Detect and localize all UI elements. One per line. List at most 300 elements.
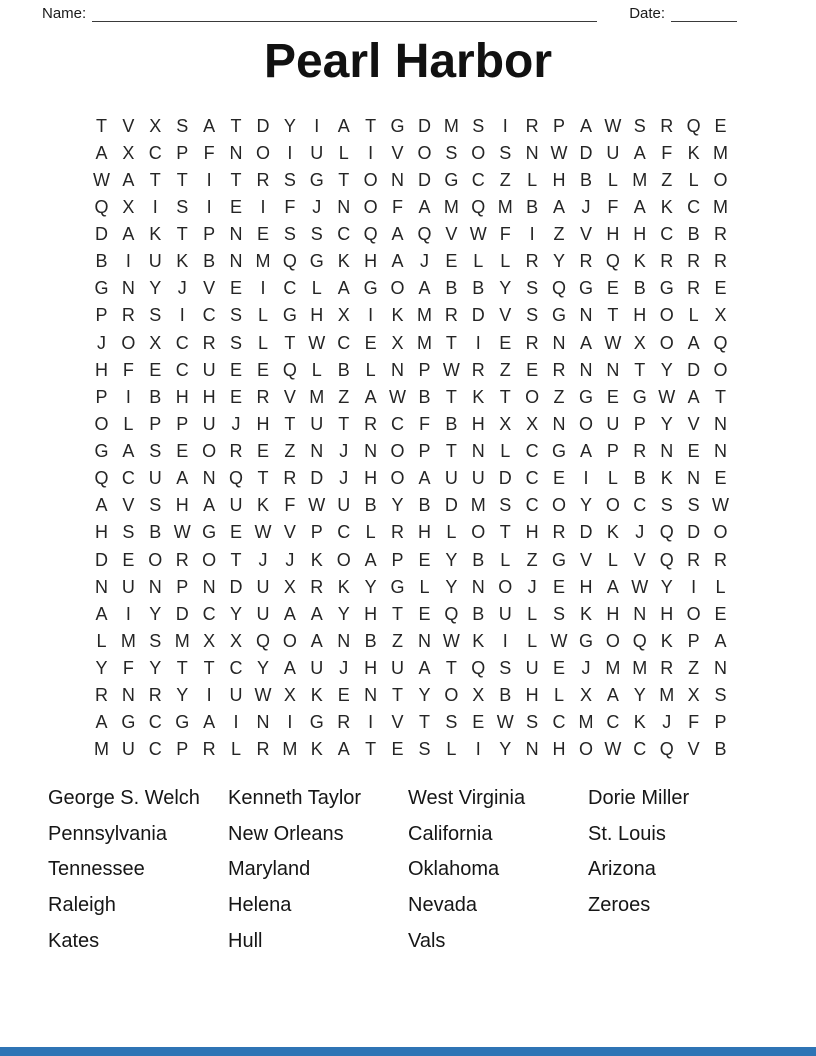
grid-letter-r5c1: D (94, 224, 108, 245)
grid-letter-r16c10: C (337, 522, 351, 543)
grid-letter-r14c24: E (714, 468, 727, 489)
grid-letter-r10c7: E (256, 359, 269, 380)
grid-letter-r22c10: E (337, 685, 350, 706)
grid-letter-r20c24: A (714, 630, 727, 651)
grid-letter-r18c12: G (390, 576, 405, 597)
grid-letter-r20c12: Z (392, 630, 404, 651)
word-item: St. Louis (588, 822, 666, 845)
grid-letter-r11c7: R (256, 386, 270, 407)
word-item: George S. Welch (48, 787, 200, 809)
grid-letter-r6c22: R (660, 251, 674, 272)
grid-letter-r16c4: W (173, 522, 191, 543)
grid-letter-r7c23: R (687, 278, 701, 299)
grid-letter-r5c24: R (714, 224, 728, 245)
grid-letter-r1c12: G (390, 115, 405, 136)
grid-letter-r14c6: Q (229, 468, 244, 489)
grid-letter-r7c19: G (578, 278, 593, 299)
grid-letter-r5c11: Q (363, 224, 378, 245)
grid-letter-r16c12: R (391, 522, 405, 543)
grid-letter-r12c1: O (94, 413, 109, 434)
grid-letter-r18c7: U (256, 576, 270, 597)
grid-letter-r6c18: Y (553, 251, 566, 272)
grid-letter-r12c5: U (202, 413, 216, 434)
grid-letter-r14c8: R (283, 468, 297, 489)
grid-letter-r24c2: U (121, 739, 135, 760)
grid-letter-r24c24: B (714, 739, 727, 760)
word-item: Oklahoma (408, 858, 500, 881)
grid-letter-r24c21: C (633, 739, 647, 760)
grid-letter-r8c13: M (416, 305, 432, 326)
grid-letter-r5c12: A (391, 224, 404, 245)
word-list (48, 781, 778, 959)
grid-letter-r9c2: O (121, 332, 136, 353)
grid-letter-r17c14: Y (445, 549, 458, 570)
grid-letter-r8c6: S (230, 305, 243, 326)
grid-letter-r1c21: S (633, 115, 646, 136)
grid-letter-r2c23: K (687, 142, 700, 163)
grid-letter-r7c7: I (260, 278, 266, 299)
grid-letter-r8c7: L (257, 305, 268, 326)
grid-letter-r23c22: J (662, 712, 672, 733)
grid-letter-r24c6: L (231, 739, 242, 760)
grid-letter-r22c15: X (472, 685, 485, 706)
grid-letter-r15c16: S (499, 495, 512, 516)
grid-letter-r7c20: E (606, 278, 619, 299)
grid-letter-r8c18: G (552, 305, 567, 326)
grid-letter-r5c16: F (499, 224, 511, 245)
grid-letter-r20c18: W (550, 630, 568, 651)
grid-letter-r16c23: D (687, 522, 701, 543)
grid-letter-r14c12: O (390, 468, 405, 489)
grid-letter-r9c7: L (257, 332, 268, 353)
grid-letter-r6c10: K (337, 251, 350, 272)
grid-letter-r7c4: J (177, 278, 187, 299)
grid-letter-r4c22: K (660, 196, 673, 217)
grid-letter-r19c17: L (527, 603, 538, 624)
grid-letter-r10c9: L (311, 359, 322, 380)
grid-letter-r1c3: X (149, 115, 162, 136)
grid-letter-r4c15: Q (471, 196, 486, 217)
grid-letter-r13c10: J (339, 441, 349, 462)
grid-letter-r13c2: A (122, 441, 135, 462)
grid-letter-r16c6: E (230, 522, 243, 543)
grid-letter-r8c21: H (633, 305, 647, 326)
grid-letter-r11c6: E (230, 386, 243, 407)
grid-letter-r17c15: B (472, 549, 485, 570)
grid-letter-r24c13: S (418, 739, 431, 760)
grid-letter-r6c6: N (229, 251, 243, 272)
grid-letter-r23c16: W (496, 712, 514, 733)
grid-letter-r6c20: Q (605, 251, 620, 272)
grid-letter-r10c14: W (442, 359, 460, 380)
grid-letter-r22c16: B (499, 685, 512, 706)
grid-letter-r5c10: C (337, 224, 351, 245)
grid-letter-r1c17: R (525, 115, 539, 136)
grid-letter-r9c6: S (230, 332, 243, 353)
grid-letter-r13c16: L (500, 441, 511, 462)
grid-letter-r23c14: S (445, 712, 458, 733)
grid-letter-r8c19: N (579, 305, 593, 326)
grid-letter-r2c2: X (122, 142, 135, 163)
grid-letter-r3c3: T (149, 169, 161, 190)
grid-letter-r18c6: D (229, 576, 243, 597)
grid-letter-r5c18: Z (553, 224, 565, 245)
grid-letter-r22c3: R (148, 685, 162, 706)
grid-letter-r18c14: Y (445, 576, 458, 597)
grid-letter-r22c20: A (606, 685, 619, 706)
grid-letter-r21c14: T (445, 658, 457, 679)
grid-letter-r9c5: R (202, 332, 216, 353)
grid-letter-r4c19: J (581, 196, 591, 217)
grid-letter-r23c10: R (337, 712, 351, 733)
grid-letter-r7c11: G (363, 278, 378, 299)
grid-letter-r23c5: A (203, 712, 216, 733)
grid-letter-r16c8: V (283, 522, 296, 543)
word-search-grid (88, 112, 734, 763)
grid-letter-r3c8: S (283, 169, 296, 190)
grid-letter-r1c16: I (502, 115, 508, 136)
grid-letter-r15c20: O (605, 495, 620, 516)
grid-letter-r10c20: N (606, 359, 620, 380)
grid-letter-r17c18: G (552, 549, 567, 570)
grid-letter-r18c1: N (94, 576, 108, 597)
grid-letter-r19c21: N (633, 603, 647, 624)
grid-letter-r20c8: O (282, 630, 297, 651)
grid-letter-r24c4: P (176, 739, 189, 760)
grid-letter-r22c22: M (659, 685, 675, 706)
grid-letter-r6c14: E (445, 251, 458, 272)
grid-letter-r15c6: U (229, 495, 243, 516)
grid-letter-r21c7: Y (256, 658, 269, 679)
grid-letter-r1c23: Q (686, 115, 701, 136)
grid-letter-r22c6: U (229, 685, 243, 706)
grid-letter-r19c16: U (498, 603, 512, 624)
grid-letter-r2c17: N (525, 142, 539, 163)
grid-letter-r15c8: F (284, 495, 296, 516)
grid-letter-r7c3: Y (149, 278, 162, 299)
grid-letter-r8c14: R (444, 305, 458, 326)
grid-letter-r12c22: Y (660, 413, 673, 434)
grid-letter-r4c21: A (633, 196, 646, 217)
grid-letter-r13c24: N (714, 441, 728, 462)
grid-letter-r17c6: T (230, 549, 242, 570)
grid-letter-r19c11: H (364, 603, 378, 624)
grid-letter-r18c18: E (553, 576, 566, 597)
grid-letter-r4c10: N (337, 196, 351, 217)
grid-letter-r14c3: U (148, 468, 162, 489)
grid-letter-r4c6: E (230, 196, 243, 217)
word-item: Arizona (588, 858, 656, 881)
grid-letter-r10c17: E (526, 359, 539, 380)
grid-letter-r20c23: P (687, 630, 700, 651)
grid-letter-r7c18: Q (552, 278, 567, 299)
word-list-column-4 (588, 781, 768, 959)
grid-letter-r2c11: I (368, 142, 374, 163)
header-row (42, 2, 774, 22)
grid-letter-r20c4: M (174, 630, 190, 651)
grid-letter-r11c11: A (364, 386, 377, 407)
grid-letter-r1c24: E (714, 115, 727, 136)
grid-letter-r9c24: Q (713, 332, 728, 353)
grid-letter-r13c14: T (445, 441, 457, 462)
grid-letter-r15c7: K (256, 495, 269, 516)
grid-letter-r6c21: K (633, 251, 646, 272)
grid-letter-r18c16: O (498, 576, 513, 597)
grid-letter-r11c10: Z (338, 386, 350, 407)
word-list-column-3 (408, 781, 588, 959)
grid-letter-r24c18: H (552, 739, 566, 760)
grid-letter-r3c20: L (607, 169, 618, 190)
grid-letter-r6c16: L (500, 251, 511, 272)
grid-letter-r16c24: O (713, 522, 728, 543)
grid-letter-r15c2: V (122, 495, 135, 516)
grid-letter-r15c4: H (175, 495, 189, 516)
grid-letter-r24c20: W (604, 739, 622, 760)
grid-letter-r19c18: S (553, 603, 566, 624)
grid-letter-r12c23: V (687, 413, 700, 434)
grid-letter-r24c1: M (93, 739, 109, 760)
grid-letter-r22c17: H (525, 685, 539, 706)
grid-letter-r16c14: L (446, 522, 457, 543)
grid-letter-r12c9: U (310, 413, 324, 434)
grid-letter-r7c9: L (311, 278, 322, 299)
grid-letter-r2c22: F (661, 142, 673, 163)
grid-letter-r13c1: G (94, 441, 109, 462)
grid-letter-r16c2: S (122, 522, 135, 543)
grid-letter-r17c2: E (122, 549, 135, 570)
grid-letter-r9c16: E (499, 332, 512, 353)
grid-letter-r12c20: U (606, 413, 620, 434)
grid-letter-r8c24: X (714, 305, 727, 326)
grid-letter-r11c20: E (606, 386, 619, 407)
grid-letter-r11c16: T (499, 386, 511, 407)
grid-letter-r21c21: M (632, 658, 648, 679)
grid-letter-r14c5: N (202, 468, 216, 489)
grid-letter-r15c17: C (525, 495, 539, 516)
grid-letter-r24c10: A (337, 739, 350, 760)
grid-letter-r20c7: Q (255, 630, 270, 651)
grid-letter-r13c3: S (149, 441, 162, 462)
grid-letter-r18c22: Y (660, 576, 673, 597)
grid-letter-r16c3: B (149, 522, 162, 543)
grid-letter-r21c11: H (364, 658, 378, 679)
grid-letter-r6c17: R (525, 251, 539, 272)
grid-letter-r16c21: J (635, 522, 645, 543)
grid-letter-r10c3: E (149, 359, 162, 380)
grid-letter-r11c22: W (658, 386, 676, 407)
grid-letter-r17c17: Z (526, 549, 538, 570)
grid-letter-r20c2: M (120, 630, 136, 651)
grid-letter-r9c20: W (604, 332, 622, 353)
grid-letter-r8c12: K (391, 305, 404, 326)
word-item: Pennsylvania (48, 822, 167, 845)
grid-letter-r10c22: Y (660, 359, 673, 380)
grid-letter-r10c19: N (579, 359, 593, 380)
grid-letter-r1c11: T (365, 115, 377, 136)
grid-letter-r9c8: T (284, 332, 296, 353)
grid-letter-r4c1: Q (94, 196, 109, 217)
grid-letter-r8c1: P (95, 305, 108, 326)
word-item: Hull (228, 929, 263, 952)
grid-letter-r14c7: T (257, 468, 269, 489)
grid-letter-r8c15: D (471, 305, 485, 326)
grid-letter-r15c22: S (660, 495, 673, 516)
grid-letter-r2c20: U (606, 142, 620, 163)
grid-letter-r21c19: J (581, 658, 591, 679)
grid-letter-r24c11: T (365, 739, 377, 760)
grid-letter-r8c5: C (202, 305, 216, 326)
grid-letter-r3c2: A (122, 169, 135, 190)
grid-letter-r16c17: H (525, 522, 539, 543)
grid-letter-r12c14: B (445, 413, 458, 434)
grid-letter-r23c1: A (95, 712, 108, 733)
grid-letter-r15c5: A (203, 495, 216, 516)
grid-letter-r17c4: R (175, 549, 189, 570)
grid-letter-r17c13: E (418, 549, 431, 570)
grid-letter-r4c9: J (312, 196, 322, 217)
grid-letter-r15c9: W (308, 495, 326, 516)
grid-letter-r11c4: H (175, 386, 189, 407)
grid-letter-r18c21: W (631, 576, 649, 597)
grid-letter-r23c15: E (472, 712, 485, 733)
grid-letter-r1c1: T (95, 115, 107, 136)
grid-letter-r22c19: X (579, 685, 592, 706)
grid-letter-r2c7: O (255, 142, 270, 163)
grid-letter-r20c3: S (149, 630, 162, 651)
grid-letter-r1c6: T (230, 115, 242, 136)
grid-letter-r18c10: K (337, 576, 350, 597)
grid-letter-r17c3: O (148, 549, 163, 570)
grid-letter-r6c4: K (176, 251, 189, 272)
grid-letter-r17c20: L (607, 549, 618, 570)
grid-letter-r11c13: B (418, 386, 431, 407)
word-item: Kates (48, 929, 100, 952)
grid-letter-r22c9: K (310, 685, 323, 706)
grid-letter-r5c15: W (469, 224, 487, 245)
grid-letter-r17c8: J (285, 549, 295, 570)
grid-letter-r15c12: Y (391, 495, 404, 516)
footer-accent-bar (0, 1047, 816, 1056)
grid-letter-r24c9: K (310, 739, 323, 760)
grid-letter-r6c15: L (473, 251, 484, 272)
name-blank-line (92, 6, 597, 22)
word-item: Nevada (408, 894, 477, 917)
grid-letter-r11c3: B (149, 386, 162, 407)
grid-letter-r2c12: V (391, 142, 404, 163)
word-item: Helena (228, 894, 292, 917)
grid-letter-r17c7: J (258, 549, 268, 570)
grid-letter-r16c1: H (94, 522, 108, 543)
grid-letter-r18c8: X (283, 576, 296, 597)
grid-letter-r21c24: N (714, 658, 728, 679)
grid-letter-r24c22: Q (659, 739, 674, 760)
grid-letter-r23c11: I (368, 712, 374, 733)
grid-letter-r4c11: O (363, 196, 378, 217)
grid-letter-r19c13: E (418, 603, 431, 624)
grid-letter-r2c15: O (471, 142, 486, 163)
grid-letter-r3c14: G (444, 169, 459, 190)
grid-letter-r9c23: A (687, 332, 700, 353)
grid-letter-r22c14: O (444, 685, 459, 706)
grid-letter-r8c17: S (526, 305, 539, 326)
grid-letter-r11c9: M (309, 386, 325, 407)
grid-letter-r21c6: C (229, 658, 243, 679)
grid-letter-r3c22: Z (661, 169, 673, 190)
grid-letter-r22c21: Y (633, 685, 646, 706)
grid-letter-r4c4: S (176, 196, 189, 217)
grid-letter-r19c2: I (125, 603, 131, 624)
grid-letter-r10c18: R (552, 359, 566, 380)
grid-letter-r3c21: M (632, 169, 648, 190)
grid-letter-r21c1: Y (95, 658, 108, 679)
grid-letter-r22c1: R (94, 685, 108, 706)
grid-letter-r23c2: G (121, 712, 136, 733)
grid-letter-r6c8: Q (282, 251, 297, 272)
grid-letter-r5c17: I (529, 224, 535, 245)
grid-letter-r3c23: L (688, 169, 699, 190)
grid-letter-r10c5: U (202, 359, 216, 380)
grid-letter-r5c21: H (633, 224, 647, 245)
grid-letter-r10c1: H (94, 359, 108, 380)
grid-letter-r21c4: T (176, 658, 188, 679)
grid-letter-r20c13: N (417, 630, 431, 651)
grid-letter-r16c20: K (606, 522, 619, 543)
grid-letter-r8c2: R (121, 305, 135, 326)
grid-letter-r19c8: A (283, 603, 296, 624)
grid-letter-r6c2: I (125, 251, 131, 272)
grid-letter-r1c22: R (660, 115, 674, 136)
grid-letter-r15c1: A (95, 495, 108, 516)
grid-letter-r20c22: K (660, 630, 673, 651)
grid-letter-r8c3: S (149, 305, 162, 326)
grid-letter-r21c17: U (525, 658, 539, 679)
grid-letter-r12c21: P (633, 413, 646, 434)
grid-letter-r10c12: N (391, 359, 405, 380)
grid-letter-r14c19: I (583, 468, 589, 489)
grid-letter-r1c8: Y (283, 115, 296, 136)
grid-letter-r22c13: Y (418, 685, 431, 706)
grid-letter-r3c19: B (579, 169, 592, 190)
grid-letter-r14c4: A (176, 468, 189, 489)
grid-letter-r24c12: E (391, 739, 404, 760)
grid-letter-r10c23: D (687, 359, 701, 380)
word-item: Maryland (228, 858, 311, 881)
grid-letter-r2c3: C (148, 142, 162, 163)
grid-letter-r24c8: M (282, 739, 298, 760)
grid-letter-r23c3: C (148, 712, 162, 733)
grid-letter-r15c14: D (444, 495, 458, 516)
grid-letter-r14c9: D (310, 468, 324, 489)
grid-letter-r20c20: O (605, 630, 620, 651)
grid-letter-r4c24: M (713, 196, 729, 217)
grid-letter-r9c17: R (525, 332, 539, 353)
grid-letter-r5c3: K (149, 224, 162, 245)
grid-letter-r16c9: P (310, 522, 323, 543)
grid-letter-r22c24: S (714, 685, 727, 706)
grid-letter-r3c16: Z (499, 169, 511, 190)
grid-letter-r6c13: J (419, 251, 429, 272)
grid-letter-r2c13: O (417, 142, 432, 163)
grid-letter-r8c22: O (659, 305, 674, 326)
grid-letter-r1c13: D (417, 115, 431, 136)
grid-letter-r3c1: W (92, 169, 110, 190)
grid-letter-r13c20: P (606, 441, 619, 462)
grid-letter-r19c12: T (392, 603, 404, 624)
grid-letter-r6c7: M (255, 251, 271, 272)
grid-letter-r20c6: X (230, 630, 243, 651)
grid-letter-r18c2: U (121, 576, 135, 597)
word-item: California (408, 822, 493, 845)
